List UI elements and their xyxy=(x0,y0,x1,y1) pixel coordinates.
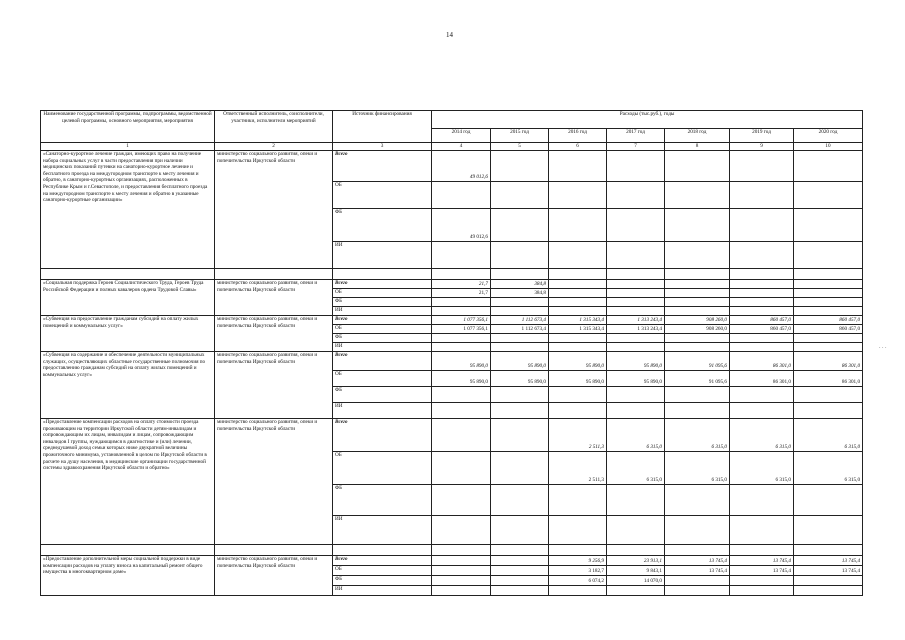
amount-cell xyxy=(730,209,794,242)
activity-executor: министерство социального развития, опеки и попечительства Иркутской области xyxy=(215,352,333,419)
amount-cell xyxy=(730,151,794,182)
amount-cell: 908 260,0 xyxy=(665,325,730,334)
amount-cell xyxy=(665,151,730,182)
activity-name: «Социальная поддержка Героев Социалистического Труда, Героев Труда Российской Федерации и полных кавалеров ордена Трудовой Славы» xyxy=(41,280,215,316)
amount-cell: 384,8 xyxy=(491,280,549,289)
funding-source: ФБ xyxy=(333,334,432,343)
amount-cell: 2 511,3 xyxy=(549,419,607,452)
column-index: 2 xyxy=(215,143,333,151)
spacer-row xyxy=(41,545,863,556)
amount-cell: 1 313 243,4 xyxy=(607,316,665,325)
amount-cell: 1 112 673,4 xyxy=(491,325,549,334)
amount-cell xyxy=(549,151,607,182)
amount-cell: 13 745,4 xyxy=(665,566,730,576)
amount-cell xyxy=(607,307,665,316)
amount-cell xyxy=(794,334,863,343)
activity-executor: министерство социального развития, опеки и попечительства Иркутской области xyxy=(215,151,333,269)
amount-cell xyxy=(665,280,730,289)
amount-cell xyxy=(491,516,549,545)
amount-cell xyxy=(491,452,549,485)
column-index: 10 xyxy=(794,143,863,151)
amount-cell xyxy=(730,298,794,307)
amount-cell xyxy=(794,151,863,182)
activity-executor: министерство социального развития, опеки и попечительства Иркутской области xyxy=(215,280,333,316)
header-year: 2018 год xyxy=(665,129,730,143)
amount-cell xyxy=(607,298,665,307)
funding-source: ИИ xyxy=(333,307,432,316)
amount-cell: 86 301,0 xyxy=(794,352,863,371)
amount-cell: 23 913,1 xyxy=(607,556,665,566)
amount-cell xyxy=(665,182,730,209)
amount-cell xyxy=(432,556,491,566)
column-index: 5 xyxy=(491,143,549,151)
amount-cell: 21,7 xyxy=(432,289,491,298)
amount-cell: 384,8 xyxy=(491,289,549,298)
amount-cell: 2 511,3 xyxy=(549,452,607,485)
amount-cell xyxy=(665,307,730,316)
funding-source: Всего xyxy=(333,151,432,182)
amount-cell xyxy=(549,334,607,343)
amount-cell: 860 457,0 xyxy=(730,316,794,325)
amount-cell: 49 012,6 xyxy=(432,209,491,242)
amount-cell: 95 890,0 xyxy=(549,371,607,387)
amount-cell xyxy=(665,485,730,516)
amount-cell xyxy=(665,298,730,307)
amount-cell xyxy=(730,586,794,596)
amount-cell: 14 070,0 xyxy=(607,576,665,586)
amount-cell xyxy=(665,334,730,343)
amount-cell: 1 077 356,1 xyxy=(432,316,491,325)
amount-cell xyxy=(794,182,863,209)
amount-cell: 9 843,1 xyxy=(607,566,665,576)
amount-cell xyxy=(794,298,863,307)
amount-cell xyxy=(549,242,607,269)
header-source: Источник финансирования xyxy=(333,111,432,143)
amount-cell: 91 095,6 xyxy=(665,371,730,387)
amount-cell xyxy=(607,343,665,352)
amount-cell xyxy=(432,586,491,596)
amount-cell xyxy=(607,151,665,182)
activity-executor: министерство социального развития, опеки и попечительства Иркутской области xyxy=(215,556,333,596)
amount-cell: 3 182,7 xyxy=(549,566,607,576)
amount-cell xyxy=(665,516,730,545)
amount-cell xyxy=(491,298,549,307)
amount-cell xyxy=(432,452,491,485)
amount-cell xyxy=(607,387,665,403)
table-row xyxy=(41,151,863,182)
activity-name: «Предоставление дополнительной меры социальной поддержки в виде компенсации расходов на уплату взноса на капитальный ремонт общего имущества в многоквартирном доме» xyxy=(41,556,215,596)
amount-cell xyxy=(665,403,730,419)
amount-cell xyxy=(549,280,607,289)
column-index: 6 xyxy=(549,143,607,151)
amount-cell: 6 315,0 xyxy=(665,419,730,452)
amount-cell xyxy=(549,307,607,316)
amount-cell: 860 457,0 xyxy=(730,325,794,334)
amount-cell xyxy=(794,242,863,269)
amount-cell xyxy=(730,576,794,586)
header-year: 2016 год xyxy=(549,129,607,143)
funding-source: Всего xyxy=(333,280,432,289)
amount-cell: 13 745,4 xyxy=(730,566,794,576)
amount-cell xyxy=(730,403,794,419)
amount-cell: 1 112 673,4 xyxy=(491,316,549,325)
funding-source: ОБ xyxy=(333,452,432,485)
amount-cell xyxy=(730,242,794,269)
header-year: 2020 год xyxy=(794,129,863,143)
amount-cell: 95 890,0 xyxy=(607,371,665,387)
funding-source: Всего xyxy=(333,316,432,325)
amount-cell xyxy=(432,485,491,516)
amount-cell xyxy=(549,343,607,352)
amount-cell xyxy=(432,387,491,403)
budget-table xyxy=(40,110,863,596)
funding-source: ОБ xyxy=(333,371,432,387)
amount-cell: 86 301,0 xyxy=(730,352,794,371)
amount-cell xyxy=(491,307,549,316)
column-index: 3 xyxy=(333,143,432,151)
amount-cell: 13 745,4 xyxy=(794,566,863,576)
funding-source: ИИ xyxy=(333,343,432,352)
funding-source: ФБ xyxy=(333,576,432,586)
amount-cell xyxy=(665,242,730,269)
activity-name: «Субвенция на предоставление гражданам субсидий на оплату жилых помещений и коммунальных услуг» xyxy=(41,316,215,352)
amount-cell xyxy=(491,334,549,343)
amount-cell: 6 315,0 xyxy=(665,452,730,485)
amount-cell xyxy=(549,516,607,545)
amount-cell xyxy=(794,403,863,419)
amount-cell: 6 074,2 xyxy=(549,576,607,586)
amount-cell xyxy=(730,182,794,209)
column-index: 7 xyxy=(607,143,665,151)
amount-cell: 13 745,4 xyxy=(794,556,863,566)
margin-mark: . . . xyxy=(879,344,887,350)
amount-cell xyxy=(491,566,549,576)
funding-source: Всего xyxy=(333,556,432,566)
funding-source: ОБ xyxy=(333,566,432,576)
amount-cell: 6 315,0 xyxy=(730,419,794,452)
amount-cell xyxy=(491,182,549,209)
amount-cell xyxy=(549,289,607,298)
amount-cell xyxy=(607,182,665,209)
amount-cell xyxy=(432,566,491,576)
amount-cell xyxy=(491,485,549,516)
amount-cell xyxy=(730,343,794,352)
funding-source: ФБ xyxy=(333,485,432,516)
amount-cell xyxy=(794,289,863,298)
amount-cell xyxy=(607,334,665,343)
amount-cell: 95 890,0 xyxy=(549,352,607,371)
amount-cell: 86 301,0 xyxy=(794,371,863,387)
funding-source: ОБ xyxy=(333,289,432,298)
amount-cell xyxy=(491,387,549,403)
amount-cell: 95 890,0 xyxy=(432,371,491,387)
amount-cell xyxy=(549,403,607,419)
funding-source: Всего xyxy=(333,352,432,371)
amount-cell xyxy=(607,289,665,298)
column-index: 9 xyxy=(730,143,794,151)
amount-cell: 6 315,0 xyxy=(794,419,863,452)
amount-cell: 860 457,0 xyxy=(794,325,863,334)
amount-cell xyxy=(607,586,665,596)
amount-cell xyxy=(607,403,665,419)
activity-executor: министерство социального развития, опеки и попечительства Иркутской области xyxy=(215,419,333,545)
amount-cell: 6 315,0 xyxy=(794,452,863,485)
amount-cell: 95 890,0 xyxy=(607,352,665,371)
amount-cell: 1 315 343,4 xyxy=(549,316,607,325)
amount-cell xyxy=(794,280,863,289)
amount-cell: 6 315,0 xyxy=(607,452,665,485)
amount-cell xyxy=(549,387,607,403)
amount-cell xyxy=(794,307,863,316)
header-executor: Ответственный исполнитель, соисполнители, участники, исполнители мероприятий xyxy=(215,111,333,143)
amount-cell xyxy=(794,586,863,596)
amount-cell xyxy=(432,576,491,586)
amount-cell xyxy=(730,387,794,403)
table-row xyxy=(41,352,863,371)
amount-cell xyxy=(432,343,491,352)
amount-cell: 860 457,0 xyxy=(794,316,863,325)
header-year: 2019 год xyxy=(730,129,794,143)
funding-source: ФБ xyxy=(333,387,432,403)
amount-cell: 13 745,4 xyxy=(730,556,794,566)
amount-cell xyxy=(794,343,863,352)
amount-cell xyxy=(491,586,549,596)
amount-cell xyxy=(794,387,863,403)
amount-cell xyxy=(794,209,863,242)
funding-source: ИИ xyxy=(333,242,432,269)
amount-cell xyxy=(491,403,549,419)
amount-cell: 86 301,0 xyxy=(730,371,794,387)
activity-name: «Санаторно-курортное лечение граждан, имеющих право на получение набора социальных услуг в части предоставления при наличии медицинских показаний путевки на санаторно-курортное лечение и бесплатного проезда на междугородном транспорте к месту лечения и обратно, в санаторно-курортных организациях, расположенных в Республике Крым и г.Севастополе, и предоставления бесплатного проезда на междугородном транспорте к месту лечения и обратно в указанные санаторно-курортные организации» xyxy=(41,151,215,269)
amount-cell xyxy=(730,280,794,289)
spacer-row xyxy=(41,269,863,280)
amount-cell xyxy=(432,298,491,307)
funding-source: ИИ xyxy=(333,586,432,596)
header-year: 2014 год xyxy=(432,129,491,143)
header-year: 2015 год xyxy=(491,129,549,143)
amount-cell xyxy=(730,485,794,516)
amount-cell: 1 077 356,1 xyxy=(432,325,491,334)
column-index: 8 xyxy=(665,143,730,151)
amount-cell xyxy=(794,576,863,586)
funding-source: ОБ xyxy=(333,182,432,209)
amount-cell xyxy=(607,209,665,242)
column-index: 4 xyxy=(432,143,491,151)
amount-cell xyxy=(491,576,549,586)
amount-cell xyxy=(665,387,730,403)
funding-source: ФБ xyxy=(333,209,432,242)
amount-cell xyxy=(730,307,794,316)
amount-cell xyxy=(432,307,491,316)
amount-cell xyxy=(607,280,665,289)
amount-cell: 6 315,0 xyxy=(607,419,665,452)
amount-cell: 9 256,9 xyxy=(549,556,607,566)
amount-cell xyxy=(432,334,491,343)
amount-cell: 49 012,6 xyxy=(432,151,491,182)
page-number: 14 xyxy=(446,31,453,39)
amount-cell: 1 315 343,4 xyxy=(549,325,607,334)
funding-source: ФБ xyxy=(333,298,432,307)
table-row xyxy=(41,316,863,325)
amount-cell xyxy=(730,289,794,298)
amount-cell xyxy=(607,485,665,516)
amount-cell: 95 890,0 xyxy=(491,371,549,387)
amount-cell xyxy=(794,516,863,545)
table-row xyxy=(41,419,863,452)
header-expenses: Расходы (тыс.руб.), годы xyxy=(432,111,863,129)
amount-cell xyxy=(665,576,730,586)
amount-cell: 21,7 xyxy=(432,280,491,289)
amount-cell: 13 745,4 xyxy=(665,556,730,566)
funding-source: ИИ xyxy=(333,516,432,545)
amount-cell xyxy=(491,151,549,182)
amount-cell xyxy=(730,334,794,343)
amount-cell: 6 315,0 xyxy=(730,452,794,485)
amount-cell xyxy=(432,242,491,269)
amount-cell: 908 260,0 xyxy=(665,316,730,325)
amount-cell xyxy=(549,485,607,516)
header-name: Наименование государственной программы, подпрограммы, ведомственной целевой программы, основного мероприятия, мероприятия xyxy=(41,111,215,143)
amount-cell: 91 095,6 xyxy=(665,352,730,371)
amount-cell xyxy=(549,298,607,307)
amount-cell xyxy=(549,182,607,209)
amount-cell xyxy=(665,209,730,242)
amount-cell: 95 890,0 xyxy=(432,352,491,371)
amount-cell xyxy=(491,419,549,452)
activity-name: «Субвенция на содержание и обеспечение деятельности муниципальных служащих, осуществляющих областные государственные полномочия по предоставлению гражданам субсидий на оплату жилых помещений и коммунальных услуг» xyxy=(41,352,215,419)
amount-cell xyxy=(432,403,491,419)
funding-source: Всего xyxy=(333,419,432,452)
amount-cell xyxy=(491,242,549,269)
amount-cell: 95 890,0 xyxy=(491,352,549,371)
amount-cell xyxy=(432,182,491,209)
amount-cell xyxy=(665,343,730,352)
column-index: 1 xyxy=(41,143,215,151)
amount-cell xyxy=(665,586,730,596)
amount-cell: 1 313 243,4 xyxy=(607,325,665,334)
amount-cell xyxy=(665,289,730,298)
table-row xyxy=(41,280,863,289)
header-year: 2017 год xyxy=(607,129,665,143)
amount-cell xyxy=(730,516,794,545)
amount-cell xyxy=(491,209,549,242)
amount-cell xyxy=(491,556,549,566)
amount-cell xyxy=(607,516,665,545)
funding-source: ИИ xyxy=(333,403,432,419)
amount-cell xyxy=(794,485,863,516)
amount-cell xyxy=(549,586,607,596)
amount-cell xyxy=(432,419,491,452)
amount-cell xyxy=(491,343,549,352)
amount-cell xyxy=(549,209,607,242)
activity-executor: министерство социального развития, опеки и попечительства Иркутской области xyxy=(215,316,333,352)
amount-cell xyxy=(607,242,665,269)
amount-cell xyxy=(432,516,491,545)
activity-name: «Предоставление компенсации расходов на оплату стоимости проезда проживающим на территории Иркутской области детям-инвалидам и сопровождающим их лицам, инвалидам и лицам, сопровождающим инвалидов I группы, нуждающимся в диагностике и (или) лечении, среднедушевой доход семьи которых ниже двукратной величины прожиточного минимума, установленной в целом по Иркутской области в расчете на душу населения, в медицинские организации государственной системы здравоохранения Иркутской области и обратно» xyxy=(41,419,215,545)
table-row xyxy=(41,556,863,566)
funding-source: ОБ xyxy=(333,325,432,334)
